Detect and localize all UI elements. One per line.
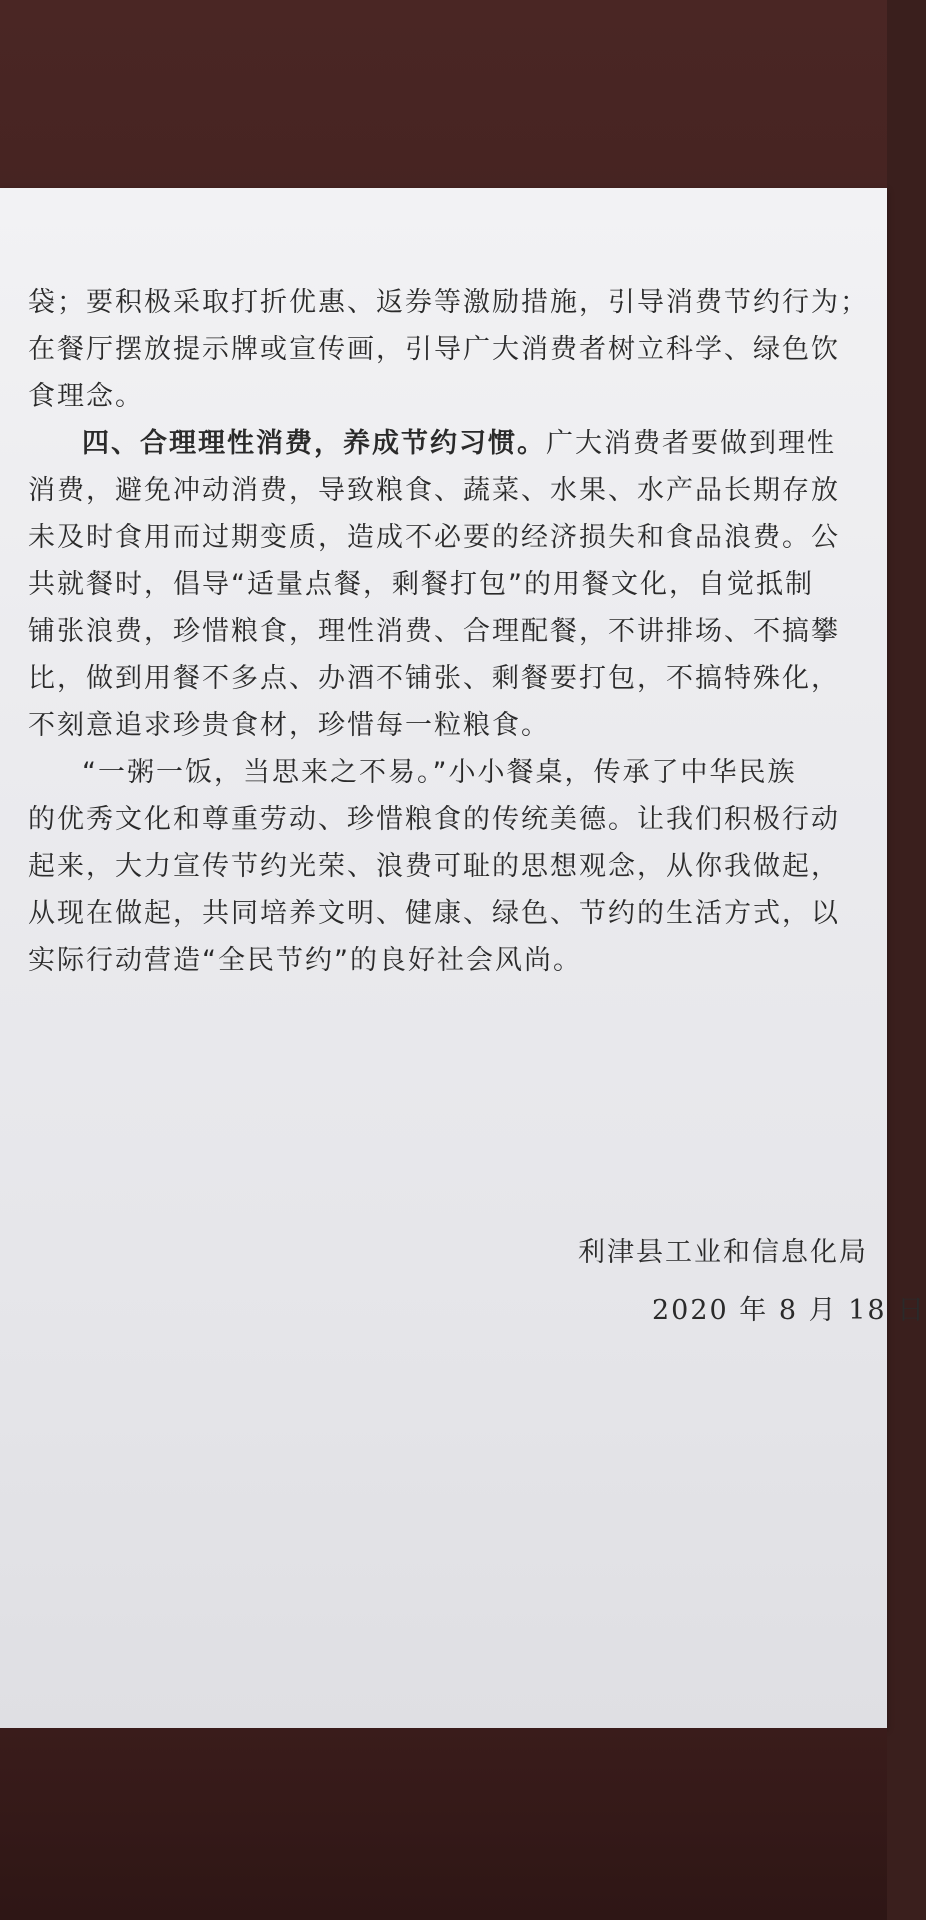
body-line: 未及时食用而过期变质，造成不必要的经济损失和食品浪费。公 xyxy=(28,522,840,553)
body-line: 食理念。 xyxy=(28,381,144,412)
body-line: 起来，大力宣传节约光荣、浪费可耻的思想观念，从你我做起， xyxy=(28,851,840,882)
body-line: 袋；要积极采取打折优惠、返券等激励措施，引导消费节约行为； xyxy=(28,287,869,318)
body-text: 广大消费者要做到理性 xyxy=(546,428,836,459)
body-line: 共就餐时，倡导“适量点餐，剩餐打包”的用餐文化，自觉抵制 xyxy=(28,569,814,600)
body-line: “一粥一饭，当思来之不易。”小小餐桌，传承了中华民族 xyxy=(82,757,797,788)
body-line: 不刻意追求珍贵食材，珍惜每一粒粮食。 xyxy=(28,710,550,741)
body-line: 从现在做起，共同培养文明、健康、绿色、节约的生活方式，以 xyxy=(28,898,840,929)
signature-date: 2020 年 8 月 18 日 xyxy=(652,1295,926,1326)
body-line: 实际行动营造“全民节约”的良好社会风尚。 xyxy=(28,945,582,976)
body-line: 的优秀文化和尊重劳动、珍惜粮食的传统美德。让我们积极行动 xyxy=(28,804,840,835)
section-paragraph xyxy=(82,421,836,460)
body-line: 在餐厅摆放提示牌或宣传画，引导广大消费者树立科学、绿色饮 xyxy=(28,334,840,365)
body-line: 比，做到用餐不多点、办酒不铺张、剩餐要打包，不搞特殊化， xyxy=(28,663,840,694)
section-heading: 四、合理理性消费，养成节约习惯。 xyxy=(82,428,546,459)
signature-organization: 利津县工业和信息化局 xyxy=(578,1237,868,1268)
document-page xyxy=(0,188,926,1728)
body-line: 铺张浪费，珍惜粮食，理性消费、合理配餐，不讲排场、不搞攀 xyxy=(28,616,840,647)
body-line: 消费，避免冲动消费，导致粮食、蔬菜、水果、水产品长期存放 xyxy=(28,475,840,506)
desk-surface xyxy=(0,1728,887,1920)
